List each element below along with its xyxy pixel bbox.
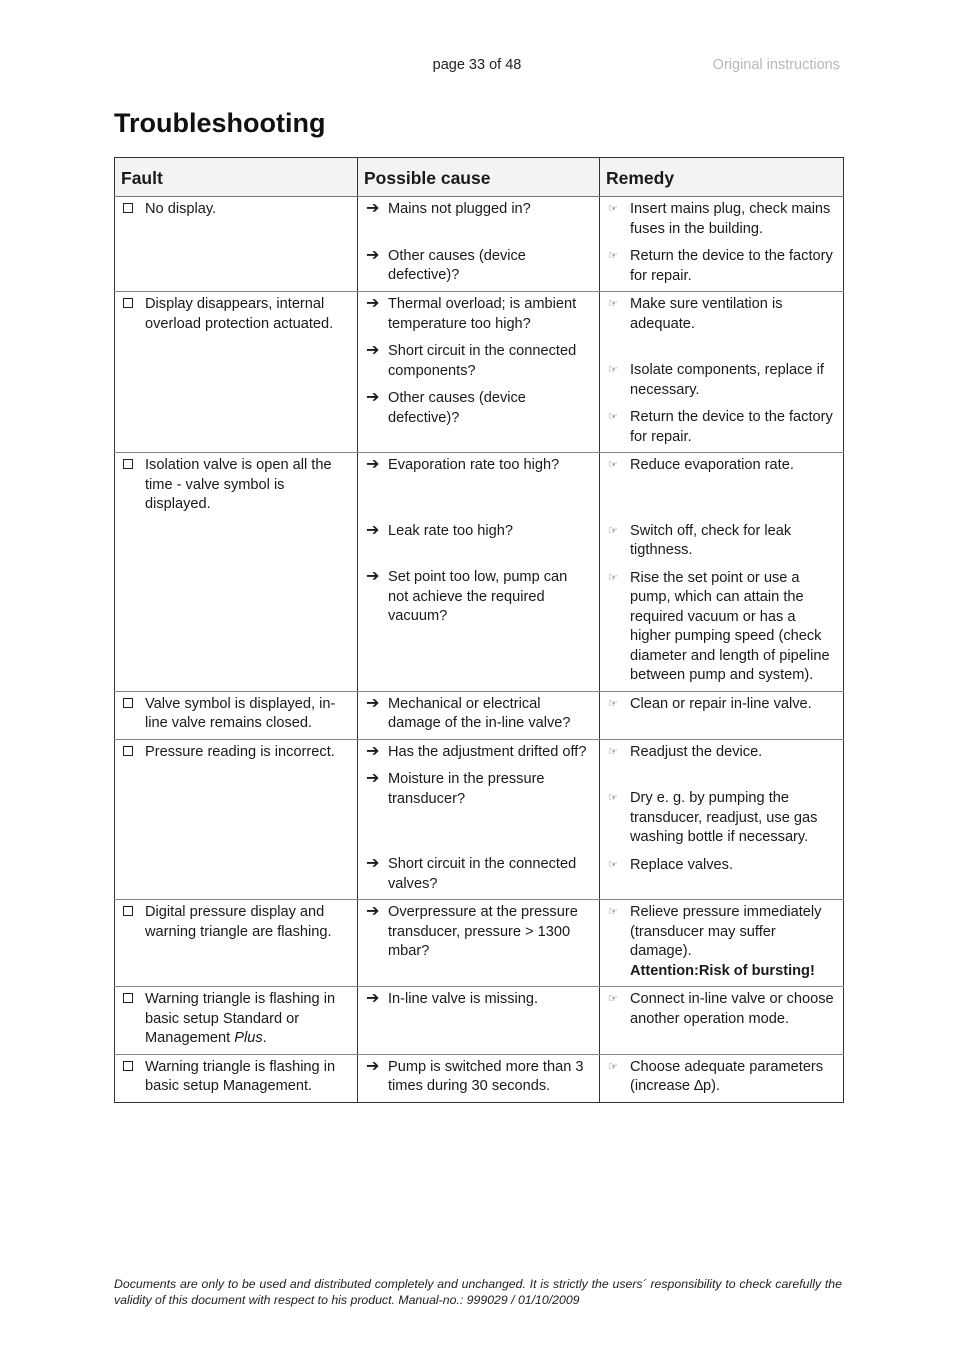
- remedy-cell: [600, 292, 844, 453]
- header-possible-cause: Possible cause: [358, 158, 600, 197]
- cause-text: In-line valve is missing.: [388, 991, 539, 1007]
- fault-text: Warning triangle is flashing in basic setup Management.: [145, 1058, 336, 1094]
- remedy-text: Return the device to the factory for repair.: [630, 248, 833, 284]
- remedy-text: Replace valves.: [630, 856, 734, 873]
- arrow-right-icon: ➔: [366, 521, 380, 539]
- pointing-hand-icon: ☞: [608, 298, 618, 310]
- arrow-right-icon: ➔: [366, 990, 380, 1007]
- cause-text: Thermal overload; is ambient temperature too high?: [388, 296, 577, 332]
- cause-text: Short circuit in the connected valves?: [388, 856, 577, 892]
- remedy-cell: [600, 691, 844, 739]
- cause-text: Short circuit in the connected components?: [388, 343, 577, 379]
- fault-cell: [115, 453, 358, 692]
- checkbox-icon: [123, 903, 145, 923]
- pointing-hand-icon: ☞: [608, 1060, 618, 1073]
- checkbox-icon: [123, 743, 145, 763]
- arrow-right-icon: ➔: [366, 295, 380, 312]
- bursting-warning: Attention:Risk of bursting!: [630, 962, 815, 979]
- remedy-text: Dry e. g. by pumping the transducer, readjust, use gas washing bottle if necessary.: [630, 790, 818, 845]
- pointing-hand-icon: ☞: [608, 792, 618, 804]
- remedy-text: Choose adequate parameters (increase ∆p).: [630, 1058, 824, 1094]
- checkbox-icon: [123, 295, 145, 315]
- remedy-cell: [600, 739, 844, 900]
- cause-text: Overpressure at the pressure transducer, pressure > 1300 mbar?: [388, 904, 578, 959]
- remedy-text: Readjust the device.: [630, 743, 763, 760]
- fault-cell: [115, 739, 358, 900]
- cause-cell: [358, 292, 600, 453]
- fault-text: Pressure reading is incorrect.: [145, 743, 335, 760]
- fault-cell: [115, 900, 358, 987]
- checkbox-icon: [123, 695, 145, 715]
- remedy-cell: [600, 1054, 844, 1102]
- arrow-right-icon: ➔: [366, 456, 380, 473]
- remedy-cell: [600, 987, 844, 1055]
- remedy-cell: [600, 453, 844, 692]
- checkbox-icon: [123, 990, 145, 1010]
- table-row: [115, 987, 844, 1055]
- table-row: [115, 739, 844, 900]
- header-fault: Fault: [115, 158, 358, 197]
- fault-cell: [115, 691, 358, 739]
- fault-text: Digital pressure display and warning triangle are flashing.: [145, 904, 332, 940]
- fault-text: Display disappears, internal overload protection actuated.: [145, 296, 334, 332]
- arrow-right-icon: ➔: [366, 855, 380, 872]
- pointing-hand-icon: ☞: [608, 993, 618, 1005]
- fault-text: Valve symbol is displayed, in-line valve remains closed.: [145, 695, 336, 731]
- arrow-right-icon: ➔: [366, 770, 380, 787]
- footer-disclaimer: Documents are only to be used and distributed completely and unchanged. It is strictly the users´ responsibility to check carefully the validity of this document with respect to his product. Manual-no.: 999029 / 01/10/2009: [114, 1277, 842, 1307]
- cause-cell: [358, 691, 600, 739]
- table-row: [115, 197, 844, 292]
- cause-cell: [358, 1054, 600, 1102]
- pointing-hand-icon: ☞: [608, 858, 618, 871]
- table-row: [115, 1054, 844, 1102]
- arrow-right-icon: ➔: [366, 903, 380, 920]
- cause-text: Evaporation rate too high?: [388, 457, 560, 473]
- arrow-right-icon: ➔: [366, 246, 380, 264]
- checkbox-icon: [123, 200, 145, 220]
- arrow-right-icon: ➔: [366, 389, 380, 406]
- cause-text: Set point too low, pump can not achieve the required vacuum?: [388, 569, 568, 624]
- original-instructions-note: Original instructions: [712, 57, 840, 73]
- checkbox-icon: [123, 1058, 145, 1078]
- pointing-hand-icon: ☞: [608, 906, 618, 918]
- cause-text: Leak rate too high?: [388, 522, 513, 539]
- fault-text: Isolation valve is open all the time - valve symbol is displayed.: [145, 457, 332, 512]
- fault-text: No display.: [145, 201, 217, 217]
- remedy-text: Rise the set point or use a pump, which can attain the required vacuum or has a higher pumping speed (check diameter and length of pipeline between pump and system).: [630, 569, 830, 683]
- remedy-text: Clean or repair in-line valve.: [630, 695, 812, 712]
- cause-cell: [358, 739, 600, 900]
- fault-cell: [115, 1054, 358, 1102]
- pointing-hand-icon: ☞: [608, 459, 618, 471]
- pointing-hand-icon: ☞: [608, 203, 618, 215]
- remedy-text: Return the device to the factory for repair.: [630, 409, 833, 445]
- remedy-text: Switch off, check for leak tigthness.: [630, 522, 792, 558]
- arrow-right-icon: ➔: [366, 568, 380, 585]
- remedy-cell: [600, 900, 844, 987]
- pointing-hand-icon: ☞: [608, 364, 618, 376]
- remedy-text: Isolate components, replace if necessary.: [630, 362, 824, 398]
- cause-text: Mains not plugged in?: [388, 201, 531, 217]
- remedy-cell: [600, 197, 844, 292]
- arrow-right-icon: ➔: [366, 1057, 380, 1075]
- pointing-hand-icon: ☞: [608, 411, 618, 423]
- cause-text: Moisture in the pressure transducer?: [388, 771, 545, 807]
- pointing-hand-icon: ☞: [608, 524, 618, 537]
- remedy-text: Insert mains plug, check mains fuses in the building.: [630, 201, 831, 237]
- table-row: [115, 292, 844, 453]
- pointing-hand-icon: ☞: [608, 571, 618, 584]
- remedy-text: Relieve pressure immediately (transducer may suffer damage).: [630, 904, 822, 959]
- page-title: Troubleshooting: [114, 108, 326, 138]
- header-remedy: Remedy: [600, 158, 844, 197]
- arrow-right-icon: ➔: [366, 342, 380, 359]
- table-header-row: [115, 158, 844, 197]
- fault-text: Warning triangle is flashing in basic setup Standard or Management Plus.: [145, 991, 336, 1046]
- cause-cell: [358, 197, 600, 292]
- remedy-text: Reduce evaporation rate.: [630, 457, 794, 473]
- cause-text: Pump is switched more than 3 times during 30 seconds.: [388, 1058, 584, 1094]
- page-number: page 33 of 48: [432, 57, 522, 73]
- cause-cell: [358, 453, 600, 692]
- cause-text: Other causes (device defective)?: [388, 247, 526, 283]
- remedy-text: Make sure ventilation is adequate.: [630, 296, 783, 332]
- cause-cell: [358, 900, 600, 987]
- table-row: [115, 900, 844, 987]
- arrow-right-icon: ➔: [366, 742, 380, 760]
- remedy-text: Connect in-line valve or choose another operation mode.: [630, 991, 834, 1027]
- fault-cell: [115, 197, 358, 292]
- cause-cell: [358, 987, 600, 1055]
- fault-cell: [115, 987, 358, 1055]
- cause-text: Other causes (device defective)?: [388, 390, 526, 426]
- cause-text: Has the adjustment drifted off?: [388, 743, 587, 760]
- table-row: [115, 691, 844, 739]
- pointing-hand-icon: ☞: [608, 697, 618, 710]
- arrow-right-icon: ➔: [366, 200, 380, 217]
- pointing-hand-icon: ☞: [608, 745, 618, 758]
- checkbox-icon: [123, 456, 145, 476]
- cause-text: Mechanical or electrical damage of the in-line valve?: [388, 695, 571, 731]
- fault-cell: [115, 292, 358, 453]
- pointing-hand-icon: ☞: [608, 250, 618, 262]
- table-row: [115, 453, 844, 692]
- troubleshooting-table: [114, 157, 844, 1103]
- arrow-right-icon: ➔: [366, 694, 380, 712]
